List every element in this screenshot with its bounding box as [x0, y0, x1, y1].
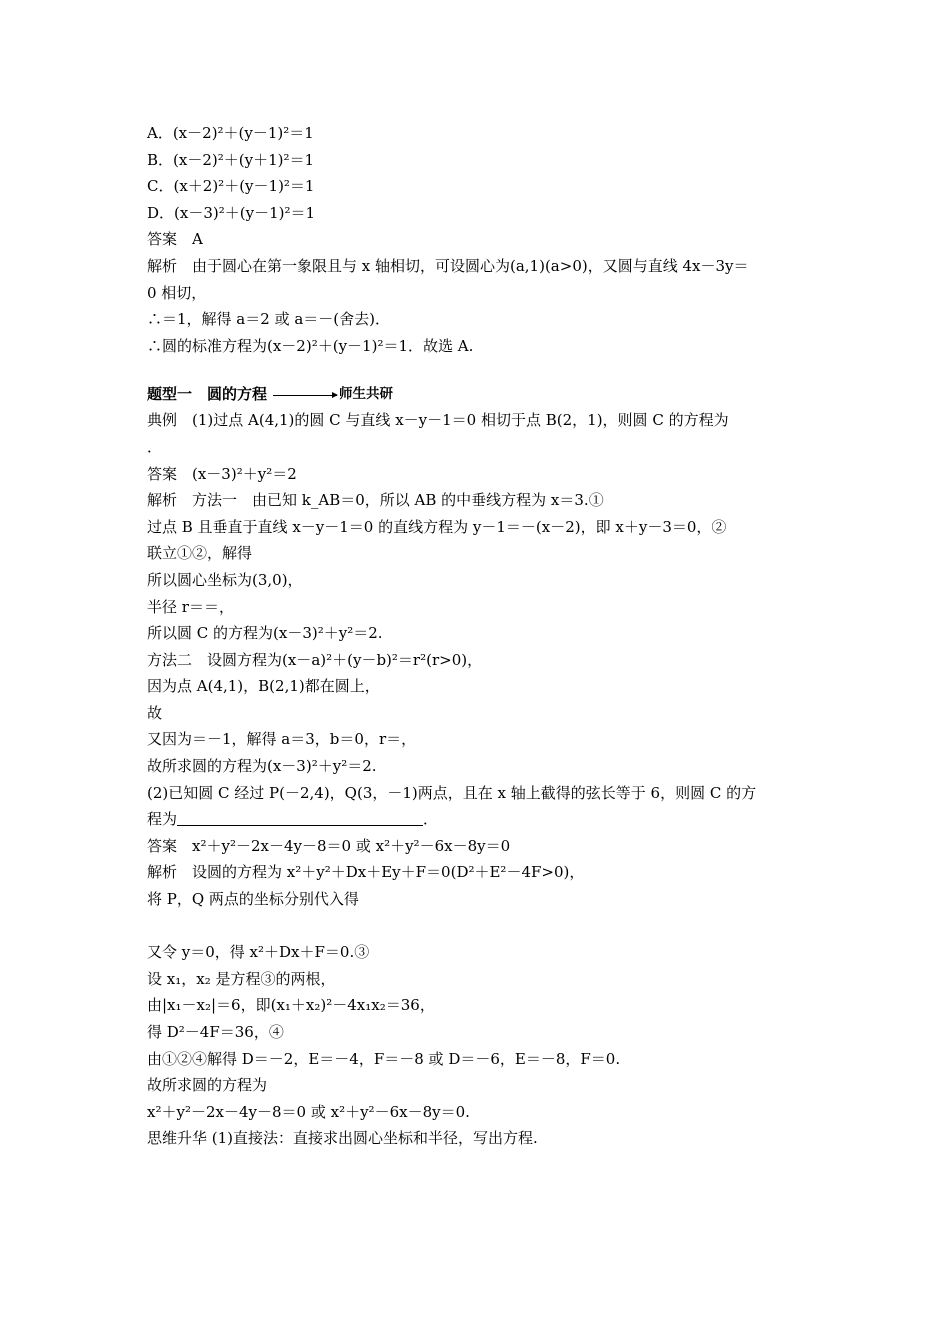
question-line: 典例 (1)过点 A(4,1)的圆 C 与直线 x－y－1＝0 相切于点 B(2，1)，则圆 C 的方程为 [147, 411, 729, 430]
analysis-line: 解析 设圆的方程为 x²＋y²＋Dx＋Ey＋F＝0(D²＋E²－4F>0)， [147, 863, 585, 882]
option-d: D．(x－3)²＋(y－1)²＝1 [147, 203, 316, 222]
analysis-line: 所以圆心坐标为(3,0)， [147, 570, 303, 589]
analysis-line: 由①②④解得 D＝－2，E＝－4，F＝－8 或 D＝－6，E＝－8，F＝0. [147, 1049, 621, 1068]
analysis-line: 将 P，Q 两点的坐标分别代入得 [147, 890, 359, 909]
answer-line: 答案 A [147, 230, 203, 249]
spacer [147, 359, 817, 381]
spacer [147, 913, 817, 940]
question-suffix: ． [423, 810, 439, 829]
option-b: B．(x－2)²＋(y＋1)²＝1 [147, 150, 315, 169]
analysis-line: 故所求圆的方程为(x－3)²＋y²＝2. [147, 757, 377, 776]
option-a: A．(x－2)²＋(y－1)²＝1 [147, 124, 314, 142]
analysis-line: 所以圆 C 的方程为(x－3)²＋y²＝2. [147, 624, 383, 643]
question-line: ． [147, 437, 163, 456]
analysis-line: x²＋y²－2x－4y－8＝0 或 x²＋y²－6x－8y＝0. [147, 1102, 470, 1121]
analysis-line: 因为点 A(4,1)，B(2,1)都在圆上， [147, 677, 380, 696]
document-page [147, 120, 817, 1152]
answer-blank [177, 808, 423, 826]
analysis-line: ∴圆的标准方程为(x－2)²＋(y－1)²＝1．故选 A. [147, 336, 474, 355]
analysis-line: ∴＝1，解得 a＝2 或 a＝－(舍去)． [147, 310, 390, 329]
analysis-line: 半径 r＝＝， [147, 597, 234, 616]
arrow-icon [273, 395, 337, 396]
question-line: (2)已知圆 C 经过 P(－2,4)，Q(3，－1)两点，且在 x 轴上截得的弦长等于 6，则圆 C 的方 [147, 783, 757, 802]
answer-line: 答案 (x－3)²＋y²＝2 [147, 464, 297, 483]
question-line [147, 806, 817, 833]
analysis-line: 方法二 设圆方程为(x－a)²＋(y－b)²＝r²(r>0)， [147, 650, 483, 669]
analysis-line: 解析 由于圆心在第一象限且与 x 轴相切，可设圆心为(a,1)(a>0)，又圆与直线 4x－3y＝ [147, 256, 749, 275]
section-heading [147, 381, 817, 407]
question-prefix: 程为 [147, 810, 178, 829]
section-tag: 师生共研 [339, 386, 394, 403]
option-c: C．(x＋2)²＋(y－1)²＝1 [147, 177, 315, 196]
analysis-line: 故 [147, 703, 163, 722]
analysis-line: 又令 y＝0，得 x²＋Dx＋F＝0.③ [147, 943, 370, 962]
analysis-line: 0 相切， [147, 283, 207, 302]
analysis-line: 联立①②，解得 [147, 544, 253, 563]
summary-line: 思维升华 (1)直接法：直接求出圆心坐标和半径，写出方程. [147, 1129, 538, 1148]
analysis-line: 过点 B 且垂直于直线 x－y－1＝0 的直线方程为 y－1＝－(x－2)，即 x＋y－3＝0，② [147, 517, 727, 536]
analysis-line: 又因为＝－1，解得 a＝3，b＝0，r＝， [147, 730, 417, 749]
analysis-line: 设 x₁，x₂ 是方程③的两根， [147, 969, 336, 988]
analysis-line: 故所求圆的方程为 [147, 1076, 268, 1095]
answer-line: 答案 x²＋y²－2x－4y－8＝0 或 x²＋y²－6x－8y＝0 [147, 836, 511, 855]
section-title: 题型一 圆的方程 [147, 385, 268, 404]
analysis-line: 由|x₁－x₂|＝6，即(x₁＋x₂)²－4x₁x₂＝36， [147, 996, 435, 1015]
analysis-line: 解析 方法一 由已知 k_AB＝0，所以 AB 的中垂线方程为 x＝3.① [147, 491, 604, 510]
analysis-line: 得 D²－4F＝36，④ [147, 1023, 284, 1041]
